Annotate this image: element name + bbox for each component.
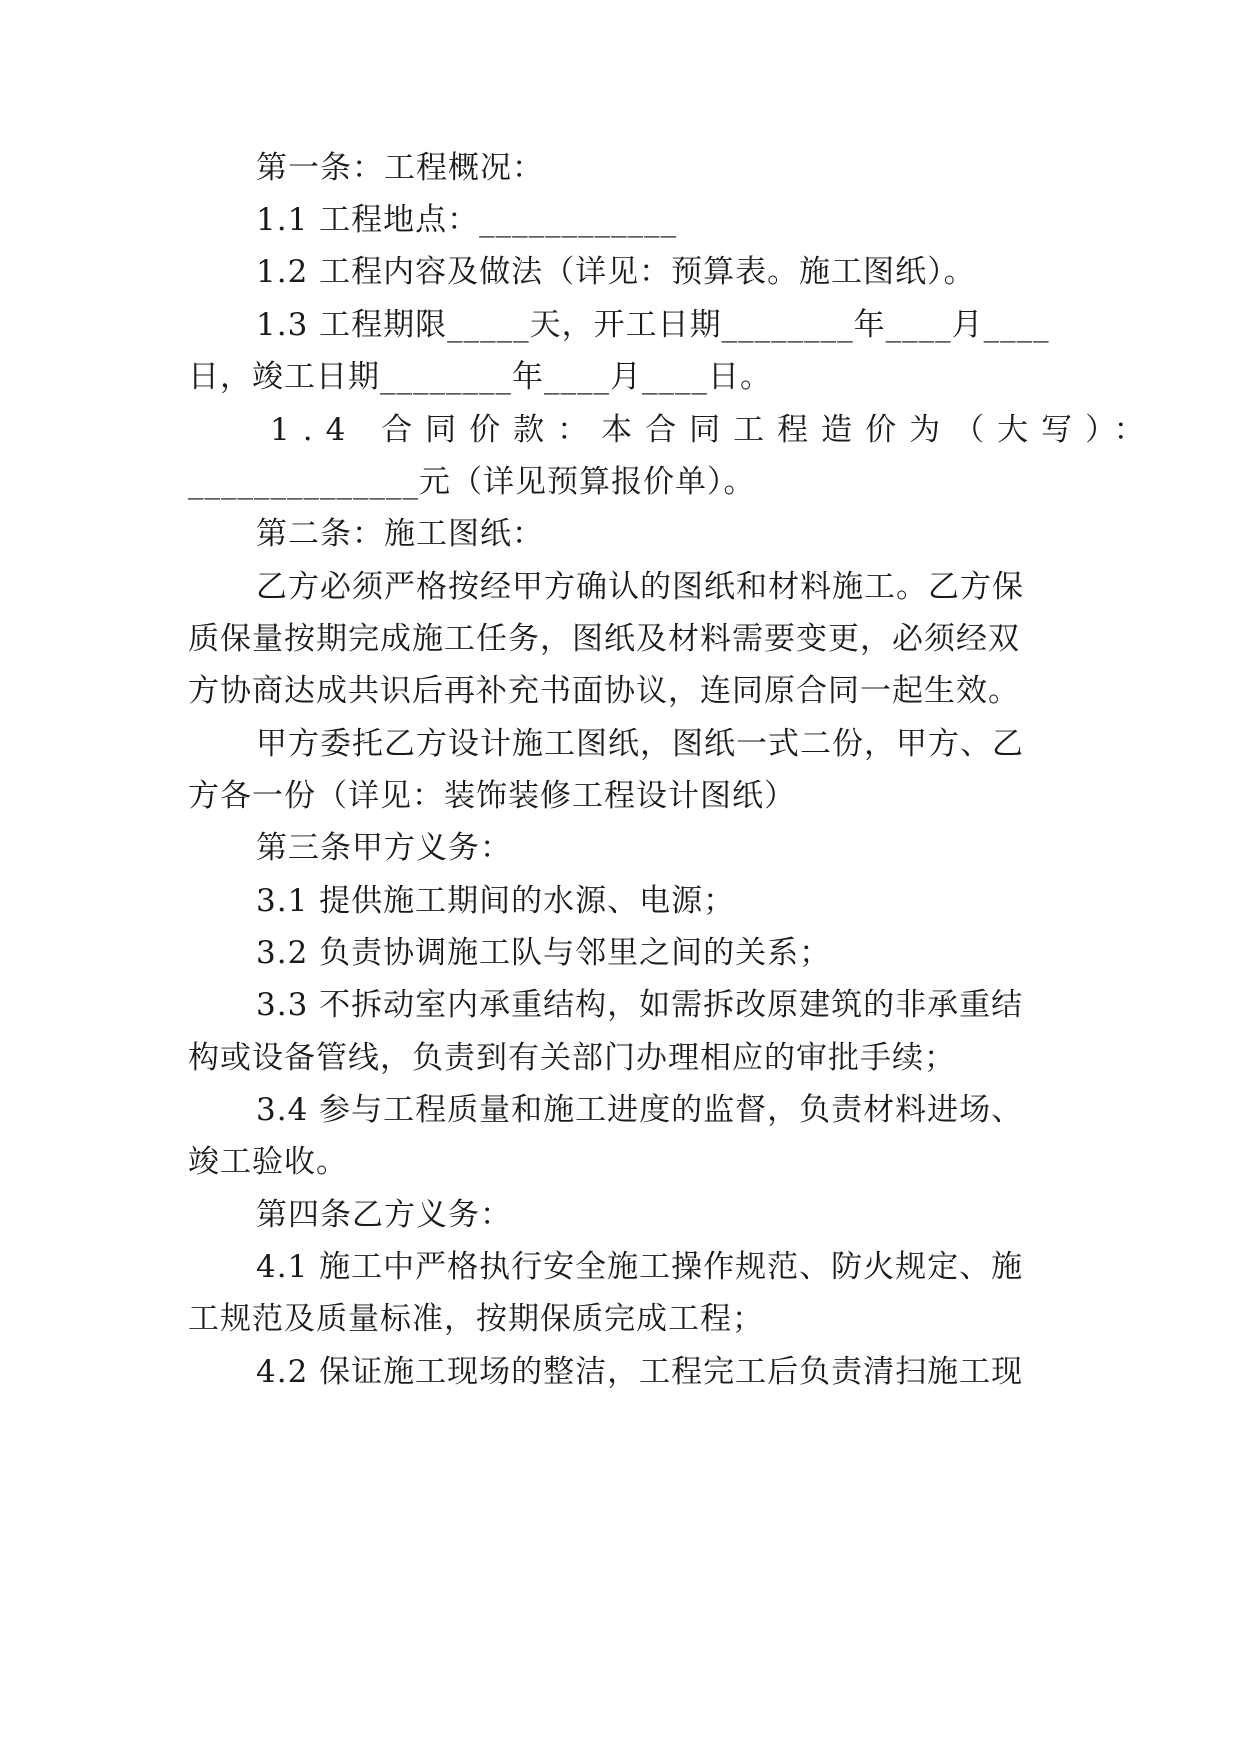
clause-3-4-cont: 竣工验收。 — [188, 1144, 348, 1180]
paragraph-2-1-line-1: 乙方必须严格按经甲方确认的图纸和材料施工。乙方保 — [256, 569, 1024, 605]
article-4-heading: 第四条乙方义务： — [256, 1197, 512, 1233]
clause-1-1: 1.1 工程地点：____________ — [256, 202, 678, 238]
clause-3-3: 3.3 不拆动室内承重结构，如需拆改原建筑的非承重结 — [256, 987, 1024, 1023]
clause-3-3-cont: 构或设备管线，负责到有关部门办理相应的审批手续； — [188, 1040, 956, 1076]
paragraph-2-2-line-2: 方各一份（详见：装饰装修工程设计图纸） — [188, 778, 796, 814]
clause-1-3: 1.3 工程期限_____天，开工日期________年____月____ — [256, 307, 1050, 343]
article-1-heading: 第一条：工程概况： — [256, 150, 544, 186]
clause-1-4: 1.4 合同价款：本合同工程造价为（大写）： — [270, 412, 1158, 448]
clause-4-1: 4.1 施工中严格执行安全施工操作规范、防火规定、施 — [256, 1249, 1024, 1285]
clause-1-2: 1.2 工程内容及做法（详见：预算表。施工图纸）。 — [256, 254, 976, 290]
paragraph-2-2-line-1: 甲方委托乙方设计施工图纸，图纸一式二份，甲方、乙 — [256, 726, 1024, 762]
clause-4-2: 4.2 保证施工现场的整洁，工程完工后负责清扫施工现 — [256, 1354, 1024, 1390]
clause-4-1-cont: 工规范及质量标准，按期保质完成工程； — [188, 1301, 764, 1337]
paragraph-2-1-line-2: 质保量按期完成施工任务，图纸及材料需要变更，必须经双 — [188, 621, 1020, 657]
clause-3-4: 3.4 参与工程质量和施工进度的监督，负责材料进场、 — [256, 1092, 1024, 1128]
article-2-heading: 第二条：施工图纸： — [256, 516, 544, 552]
clause-1-3-cont: 日，竣工日期________年____月____日。 — [188, 359, 772, 395]
clause-3-1: 3.1 提供施工期间的水源、电源； — [256, 883, 736, 919]
clause-3-2: 3.2 负责协调施工队与邻里之间的关系； — [256, 935, 832, 971]
paragraph-2-1-line-3: 方协商达成共识后再补充书面协议，连同原合同一起生效。 — [188, 673, 1020, 709]
article-3-heading: 第三条甲方义务： — [256, 830, 512, 866]
clause-1-4-cont: ______________元（详见预算报价单）。 — [188, 464, 756, 500]
